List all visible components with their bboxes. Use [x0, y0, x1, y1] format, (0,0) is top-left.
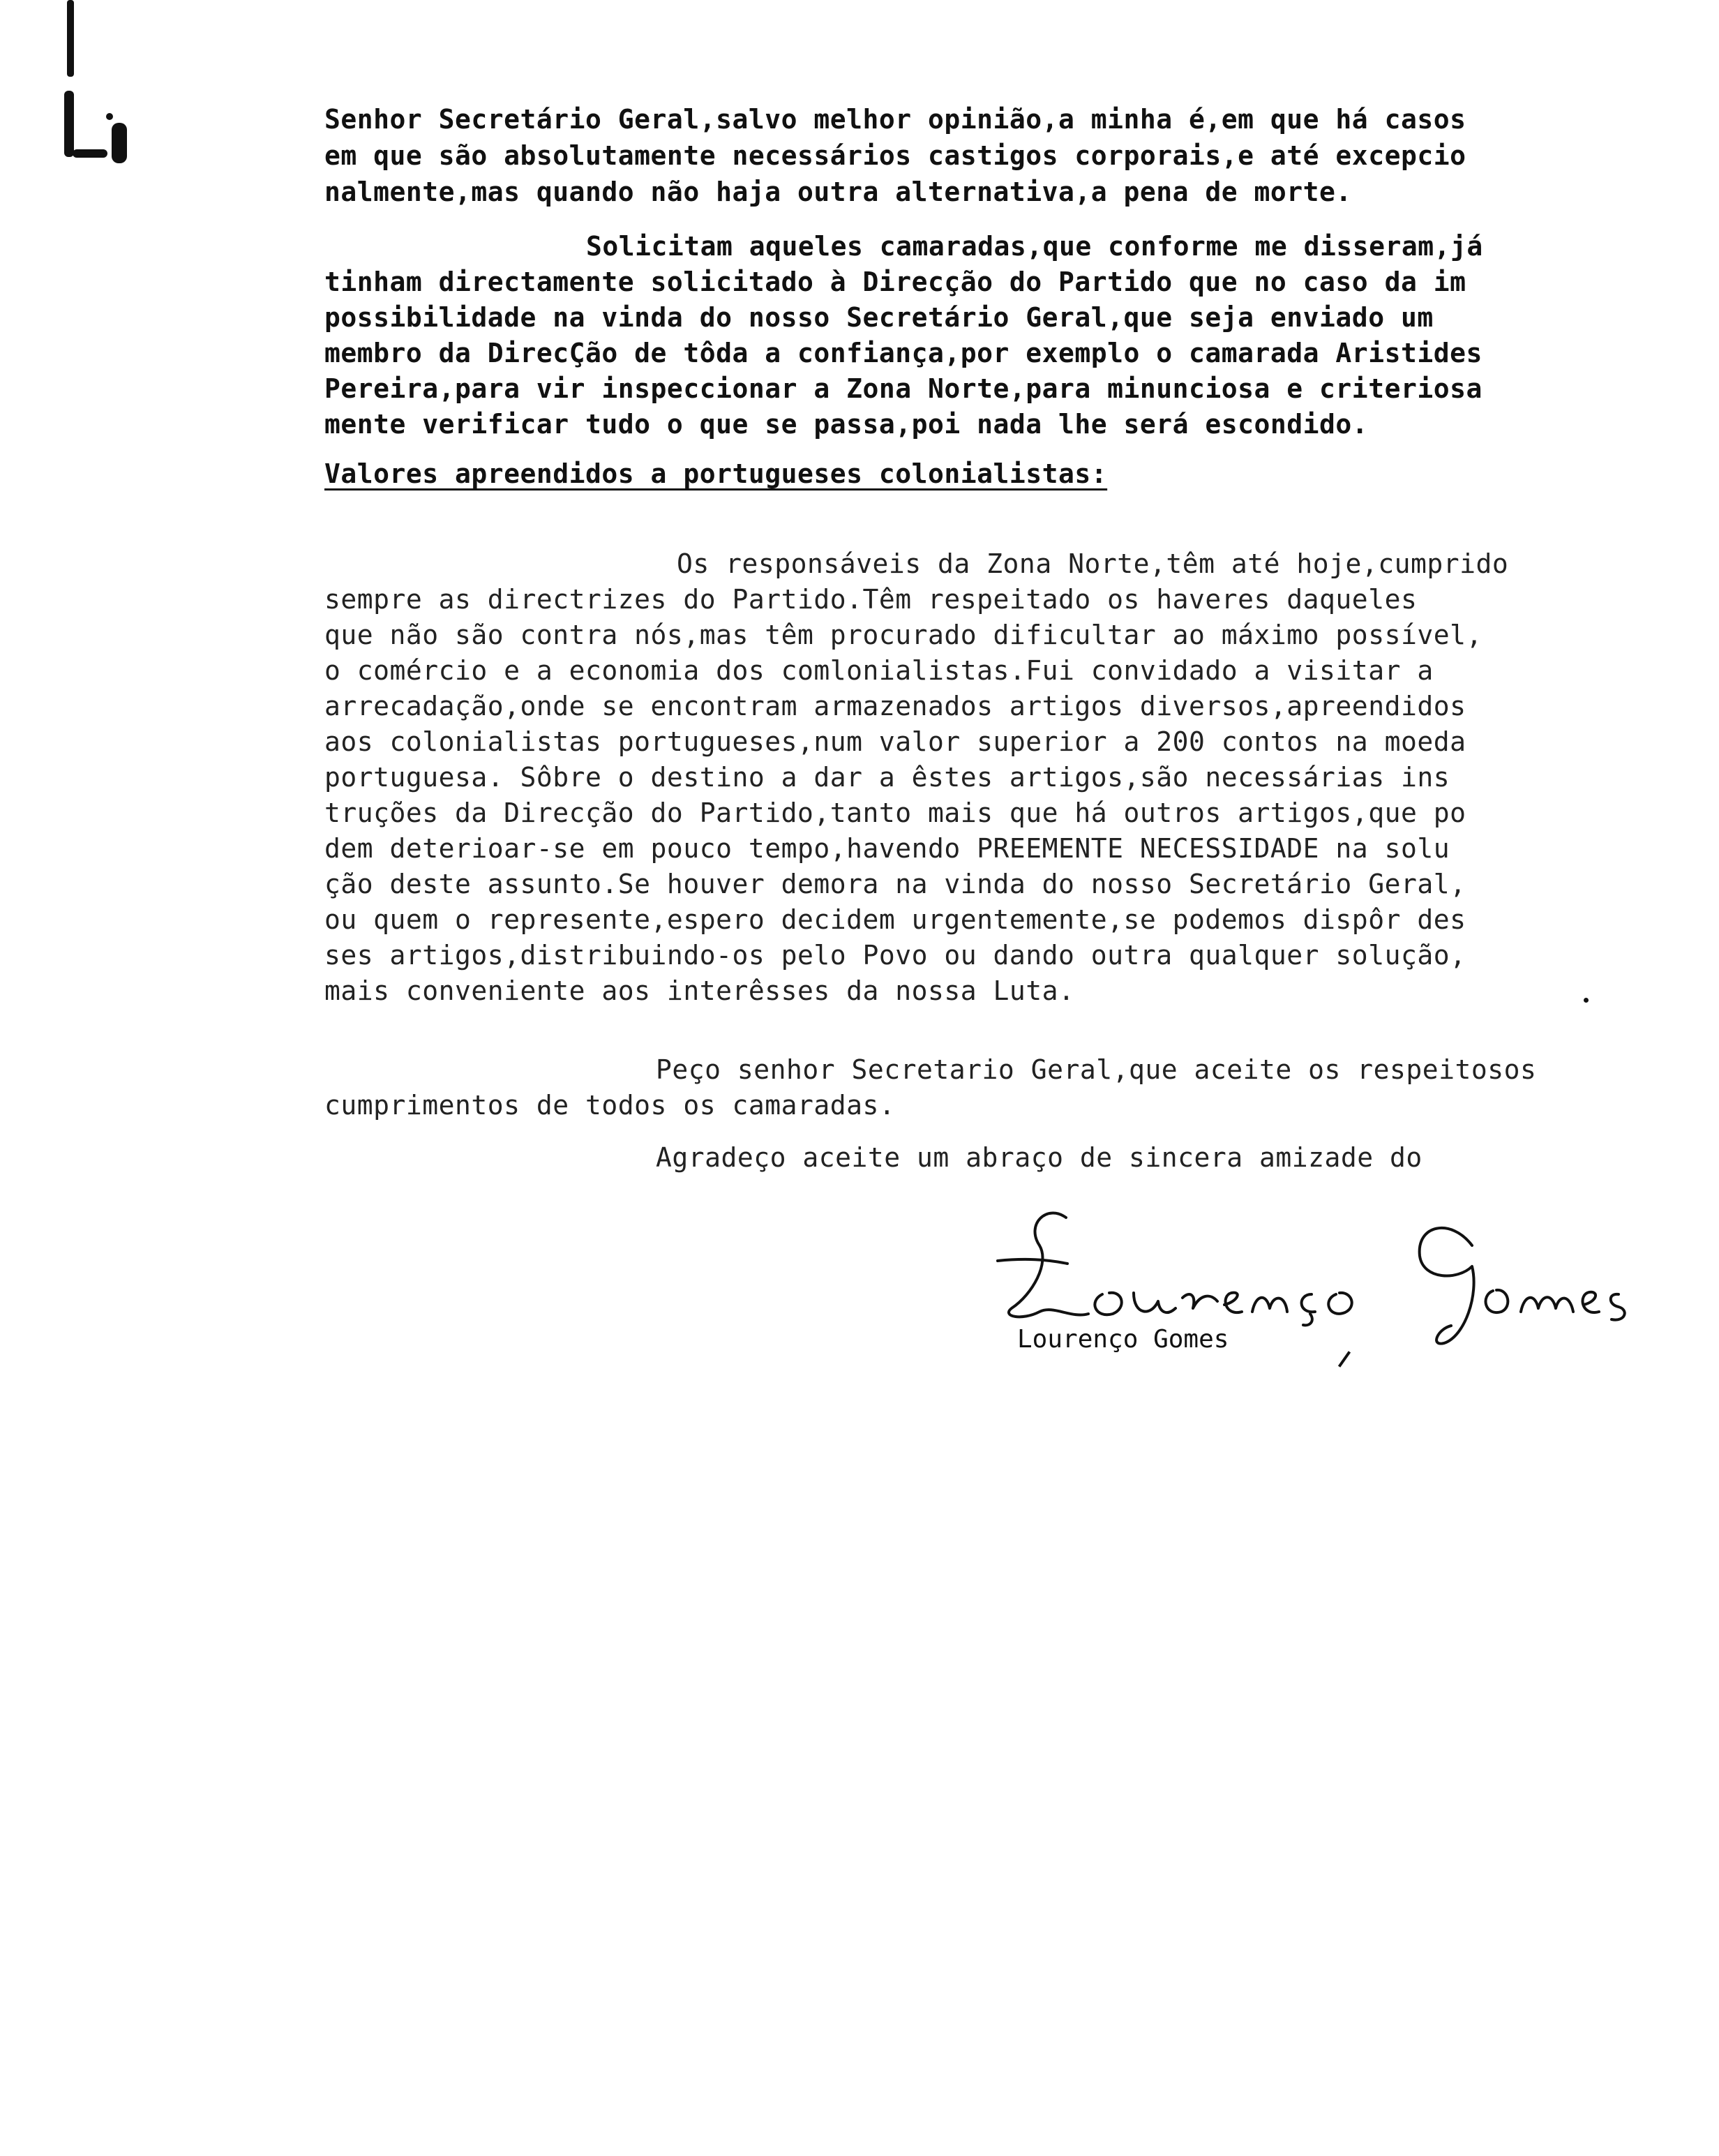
binder-mark — [64, 91, 74, 157]
paragraph3-line: portuguesa. Sôbre o destino a dar a êstes artigos,são necessárias ins — [324, 762, 1450, 793]
binder-mark — [67, 0, 74, 77]
binder-mark — [112, 123, 127, 163]
closing-line: Peço senhor Secretario Geral,que aceite os respeitosos — [656, 1054, 1537, 1085]
paragraph2-line: mente verificar tudo o que se passa,poi nada lhe será escondido. — [324, 409, 1369, 440]
paragraph2-line: possibilidade na vinda do nosso Secretário Geral,que seja enviado um — [324, 302, 1434, 333]
paragraph3-line: que não são contra nós,mas têm procurado dificultar ao máximo possível, — [324, 620, 1482, 650]
paragraph1-line: em que são absolutamente necessários castigos corporais,e até excepcio — [324, 140, 1466, 171]
paragraph3-line: dem deterioar-se em pouco tempo,havendo PREEMENTE NECESSIDADE na solu — [324, 833, 1450, 864]
paragraph2-line: membro da DirecÇão de tôda a confiança,por exemplo o camarada Aristides — [324, 338, 1482, 368]
paragraph3-line: ses artigos,distribuindo-os pelo Povo ou dando outra qualquer solução, — [324, 940, 1466, 971]
paragraph3-line: o comércio e a economia dos comlonialistas.Fui convidado a visitar a — [324, 655, 1434, 686]
closing-line: cumprimentos de todos os camaradas. — [324, 1090, 896, 1121]
paragraph1-line: Senhor Secretário Geral,salvo melhor opinião,a minha é,em que há casos — [324, 104, 1466, 135]
signature-typed-name: Lourenço Gomes — [1017, 1325, 1229, 1354]
paragraph3-line: arrecadação,onde se encontram armazenados artigos diversos,apreendidos — [324, 691, 1466, 721]
binder-mark — [106, 113, 113, 120]
paragraph2-line: Pereira,para vir inspeccionar a Zona Norte,para minunciosa e criteriosa — [324, 373, 1482, 404]
paragraph3-line: sempre as directrizes do Partido.Têm respeitado os haveres daqueles — [324, 584, 1418, 615]
paragraph2-line: tinham directamente solicitado à Direcção do Partido que no caso da im — [324, 267, 1466, 297]
paragraph3-line: aos colonialistas portugueses,num valor superior a 200 contos na moeda — [324, 726, 1466, 757]
paragraph3-line: mais conveniente aos interêsses da nossa Luta. — [324, 975, 1075, 1006]
paragraph2-line: Solicitam aqueles camaradas,que conforme me disseram,já — [586, 231, 1483, 262]
paragraph3-line: ou quem o represente,espero decidem urgentemente,se podemos dispôr des — [324, 904, 1466, 935]
binder-mark — [73, 149, 107, 158]
paragraph3-line: truções da Direcção do Partido,tanto mais que há outros artigos,que po — [324, 798, 1466, 828]
section-heading: Valores apreendidos a portugueses colonialistas: — [324, 458, 1108, 489]
paragraph3-line: ção deste assunto.Se houver demora na vinda do nosso Secretário Geral, — [324, 869, 1466, 899]
paragraph3-line: Os responsáveis da Zona Norte,têm até hoje,cumprido — [677, 548, 1509, 579]
stray-mark — [1584, 998, 1589, 1003]
paragraph1-line: nalmente,mas quando não haja outra alternativa,a pena de morte. — [324, 177, 1352, 207]
closing-regards: Agradeço aceite um abraço de sincera amizade do — [656, 1142, 1423, 1173]
